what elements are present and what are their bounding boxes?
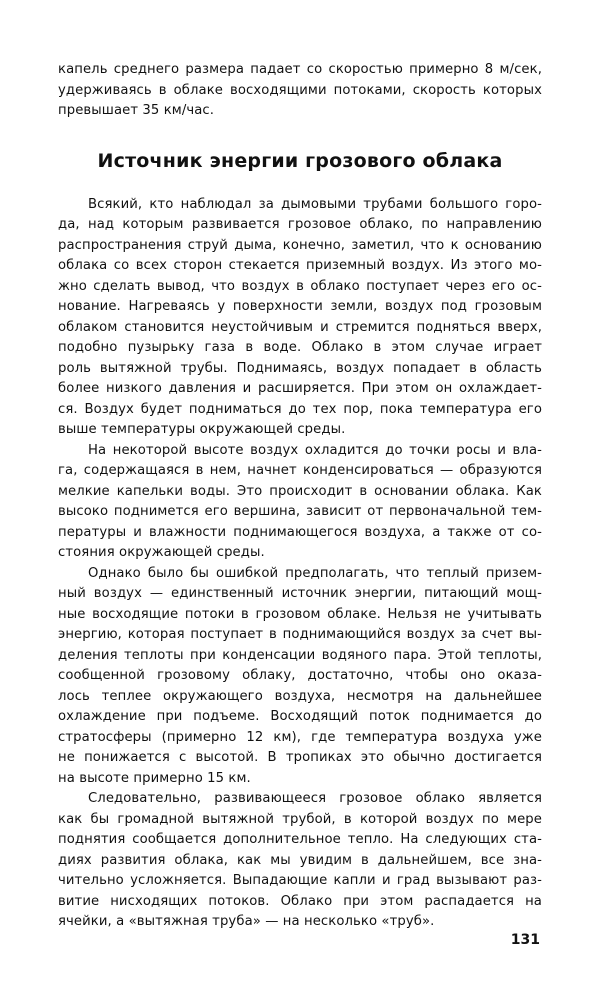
text-line: выше температуры окружающей среды. [58, 422, 346, 437]
text-line: более низкого давления и расширяется. При этом он охлаждает- [58, 381, 542, 396]
text-line: ся. Воздух будет подниматься до тех пор, пока температура его [58, 401, 542, 417]
text-line: сообщенной грозовому облаку, достаточно, чтобы оно оказа- [58, 668, 542, 683]
text-line: деления теплоты при конденсации водяного пара. Этой теплоты, [58, 647, 542, 663]
paragraph-2 [58, 441, 542, 564]
text-line: витие нисходящих потоков. Облако при этом распадается на [58, 893, 542, 909]
text-line: мелкие капельки воды. Это происходит в основании облака. Как [58, 483, 542, 499]
text-line: поднятия сообщается дополнительное тепло. На следующих ста- [58, 832, 542, 847]
text-line: облака со всех сторон стекается приземный воздух. Из этого мо- [58, 258, 542, 273]
text-line: чительно усложняется. Выпадающие капли и град вызывают раз- [58, 873, 542, 888]
text-line: капель среднего размера падает со скоростью примерно 8 м/сек, [58, 62, 542, 77]
text-line: подобно пузырьку газа в воде. Облако в этом случае играет [58, 340, 542, 355]
text-line: облаком становится неустойчивым и стремится подняться вверх, [58, 319, 542, 335]
text-line: нование. Нагреваясь у поверхности земли, воздух под грозовым [58, 299, 542, 314]
text-line: На некоторой высоте воздух охладится до точки росы и вла- [88, 442, 542, 458]
text-line: да, над которым развивается грозовое облако, по направлению [58, 217, 542, 232]
text-line: как бы громадной вытяжной трубой, в которой воздух по мере [58, 811, 542, 827]
paragraph-1 [58, 195, 542, 441]
text-line: удерживаясь в облаке восходящими потоками, скорость которых [58, 82, 542, 98]
book-page [58, 60, 542, 933]
paragraph-3 [58, 564, 542, 790]
text-line: ный воздух — единственный источник энергии, питающий мощ- [58, 586, 542, 601]
text-line: охлаждение при подъеме. Восходящий поток поднимается до [58, 709, 542, 724]
text-line: ные восходящие потоки в грозовом облаке. Нельзя не учитывать [58, 606, 542, 622]
text-line: на высоте примерно 15 км. [58, 770, 251, 786]
text-line: роль вытяжной трубы. Поднимаясь, воздух попадает в область [58, 360, 542, 376]
text-line: га, содержащаяся в нем, начнет конденсироваться — образуются [58, 463, 542, 478]
text-line: лось теплее окружающего воздуха, несмотря на дальнейшее [58, 688, 542, 704]
text-line: жно сделать вывод, что воздух в облако поступает через его ос- [58, 278, 542, 294]
text-line: ячейки, а «вытяжная труба» — на несколько «труб». [58, 914, 435, 929]
intro-paragraph [58, 60, 542, 122]
text-line: превышает 35 км/час. [58, 103, 215, 118]
section-heading: Источник энергии грозового облака [97, 149, 503, 172]
paragraph-4 [58, 789, 542, 933]
text-line: диях развития облака, как мы увидим в дальнейшем, все зна- [58, 852, 542, 868]
text-line: энергию, которая поступает в поднимающийся воздух за счет вы- [58, 627, 542, 642]
text-line: не понижается с высотой. В тропиках это обычно достигается [58, 750, 542, 765]
page-number: 131 [510, 932, 540, 948]
text-line: распространения струй дыма, конечно, заметил, что к основанию [58, 237, 542, 253]
text-line: Однако было бы ошибкой предполагать, что теплый призем- [88, 565, 542, 581]
text-line: стратосферы (примерно 12 км), где температура воздуха уже [58, 729, 542, 745]
text-line: Всякий, кто наблюдал за дымовыми трубами большого горо- [88, 196, 542, 212]
text-line: стояния окружающей среды. [58, 545, 265, 560]
text-line: высоко поднимется его вершина, зависит от первоначальной тем- [58, 504, 542, 519]
text-line: Следовательно, развивающееся грозовое облако является [88, 791, 542, 806]
text-line: пературы и влажности поднимающегося воздуха, а также от со- [58, 524, 542, 540]
